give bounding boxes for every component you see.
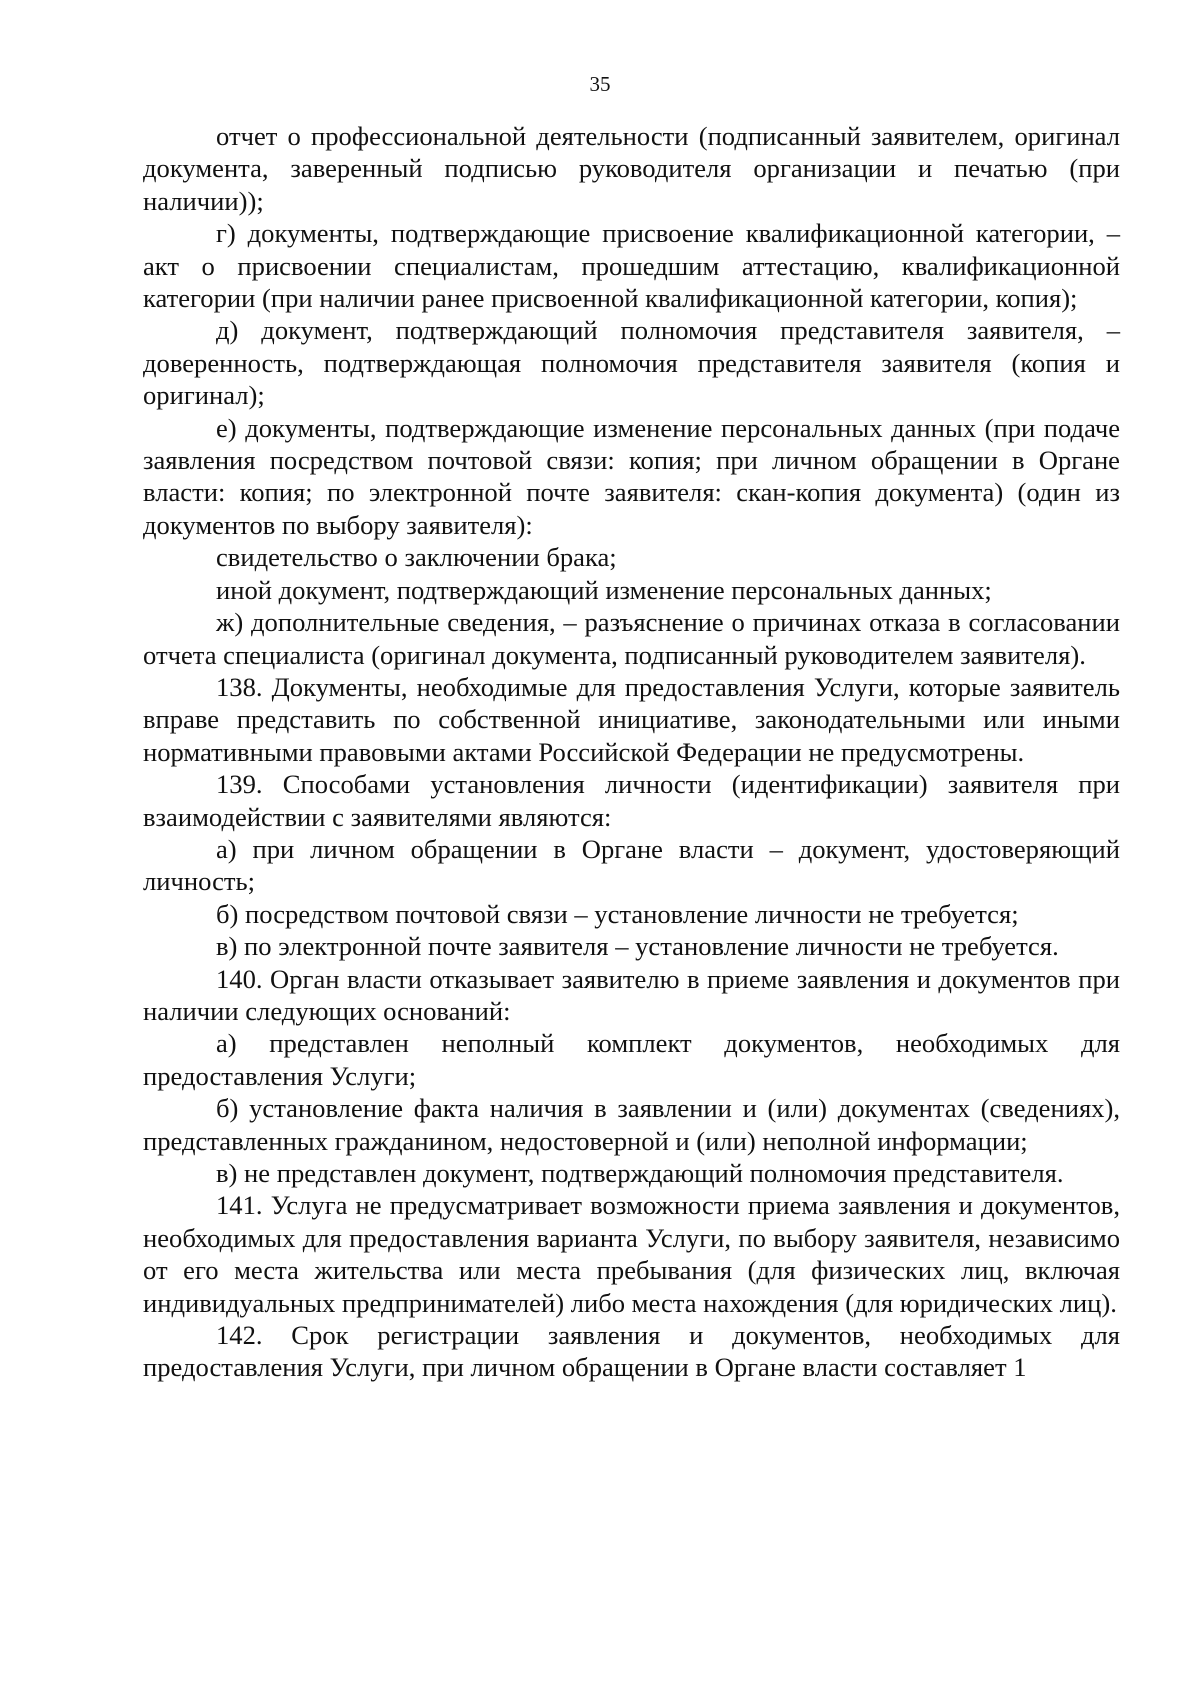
paragraph-142: 142. Срок регистрации заявления и документов, необходимых для предоставления Услуги, при личном обращении в Органе власти составляет 1: [143, 1320, 1120, 1383]
paragraph-140-b: б) установление факта наличия в заявлении и (или) документах (сведениях), представленных гражданином, недостоверной и (или) неполной информации;: [143, 1093, 1120, 1156]
paragraph-139-v: в) по электронной почте заявителя – установление личности не требуется.: [216, 931, 1059, 962]
paragraph-138: 138. Документы, необходимые для предоставления Услуги, которые заявитель вправе представить по собственной инициативе, законодательными или иными нормативными правовыми актами Российской Федерации не предусмотрены.: [143, 671, 1120, 767]
paragraph-marriage-certificate: свидетельство о заключении брака;: [216, 542, 617, 573]
paragraph-140-a: а) представлен неполный комплект документов, необходимых для предоставления Услуги;: [143, 1028, 1120, 1091]
page-number: 35: [589, 72, 611, 96]
paragraph-report-continuation: отчет о профессиональной деятельности (подписанный заявителем, оригинал документа, заверенный подписью руководителя организации и печатью (при наличии));: [143, 121, 1120, 216]
paragraph-other-document: иной документ, подтверждающий изменение персональных данных;: [216, 574, 992, 605]
paragraph-139-b: б) посредством почтовой связи – установление личности не требуется;: [216, 898, 1019, 929]
paragraph-140-v: в) не представлен документ, подтверждающий полномочия представителя.: [216, 1158, 1064, 1188]
paragraph-item-zh: ж) дополнительные сведения, – разъяснение о причинах отказа в согласовании отчета специалиста (оригинал документа, подписанный руководителем заявителя).: [143, 607, 1120, 670]
paragraph-item-g: г) документы, подтверждающие присвоение квалификационной категории, – акт о присвоении специалистам, прошедшим аттестацию, квалификационной категории (при наличии ранее присвоенной квалификационной категории, копия);: [143, 218, 1120, 314]
paragraph-item-d: д) документ, подтверждающий полномочия представителя заявителя, – доверенность, подтверждающая полномочия представителя заявителя (копия и оригинал);: [143, 315, 1120, 411]
paragraph-140: 140. Орган власти отказывает заявителю в приеме заявления и документов при наличии следующих оснований:: [143, 963, 1120, 1026]
paragraph-141: 141. Услуга не предусматривает возможности приема заявления и документов, необходимых для предоставления варианта Услуги, по выбору заявителя, независимо от его места жительства или места пребывания (для физических лиц, включая индивидуальных предпринимателей) либо места нахождения (для юридических лиц).: [143, 1190, 1120, 1318]
paragraph-139: 139. Способами установления личности (идентификации) заявителя при взаимодействии с заявителями являются:: [143, 769, 1120, 832]
paragraph-139-a: а) при личном обращении в Органе власти – документ, удостоверяющий личность;: [143, 833, 1120, 897]
document-body: [143, 120, 1120, 1384]
paragraph-item-e: е) документы, подтверждающие изменение персональных данных (при подаче заявления посредством почтовой связи: копия; при личном обращении в Органе власти: копия; по электронной почте заявителя: скан-копия документа) (один из документов по выбору заявителя):: [143, 412, 1120, 540]
